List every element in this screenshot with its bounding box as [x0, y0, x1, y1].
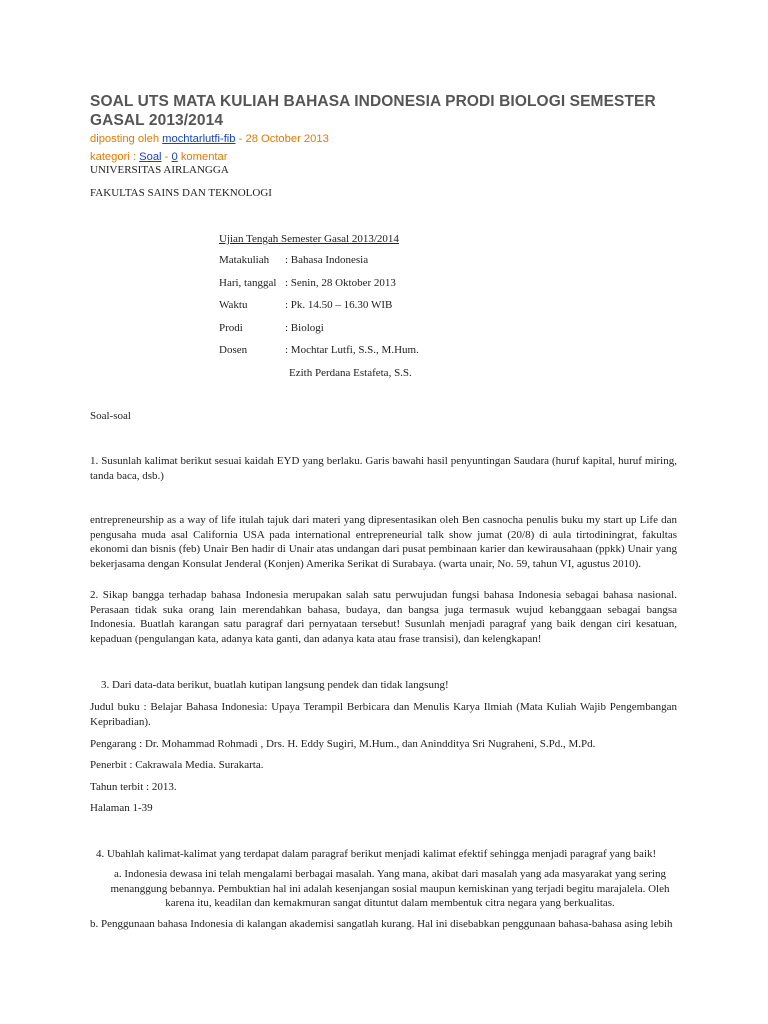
post-category-line [90, 151, 227, 163]
comments-count-link[interactable]: 0 [171, 151, 178, 163]
info-row-prodi [219, 321, 324, 336]
question-3-tahun: Tahun terbit : 2013. [90, 781, 177, 793]
question-3-pengarang: Pengarang : Dr. Mohammad Rohmadi , Drs. H. Eddy Sugiri, M.Hum., dan Anindditya Sri Nugraheni, S.Pd., M.Pd. [90, 738, 596, 750]
info-value: : Biologi [285, 322, 324, 334]
posted-by-label: diposting oleh [90, 133, 160, 145]
info-value: : Pk. 14.50 – 16.30 WIB [285, 299, 393, 311]
question-4b: b. Penggunaan bahasa Indonesia di kalangan akademisi sangatlah kurang. Hal ini disebabkan penggunaan bahasa-bahasa asing lebih [90, 918, 673, 930]
info-label: Dosen [219, 344, 248, 356]
info-row-hari-tanggal [219, 276, 396, 291]
question-3-halaman: Halaman 1-39 [90, 802, 153, 814]
university-name: UNIVERSITAS AIRLANGGA [90, 164, 229, 176]
category-link[interactable]: Soal [139, 151, 162, 163]
post-date: - 28 October 2013 [235, 133, 329, 145]
info-label: Matakuliah [219, 254, 270, 266]
info-label: Hari, tanggal [219, 277, 277, 289]
info-dosen-second: Ezith Perdana Estafeta, S.S. [289, 367, 412, 379]
info-row-matakuliah [219, 253, 368, 268]
question-1-text: entrepreneurship as a way of life itulah tajuk dari materi yang dipresentasikan oleh Ben casnocha penulis buku my start up Life dan pengusaha muda asal California USA pada international entrepreneurial talk show jumat (20/8) di aula tirtodiningrat, fakultas ekonomi dan bisnis (feb) Unair Ben hadir di Unair atas undangan dari pusat pembinaan karier dan kewirausahaan (ppkk) Unair yang bekerjasama dengan Konsulat Jenderal (Konjen) Amerika Serikat di Surabaya. (warta unair, No. 59, tahun VI, agustus 2010). [90, 514, 677, 570]
info-value: : Bahasa Indonesia [285, 254, 369, 266]
author-link[interactable]: mochtarlutfi-fib [162, 133, 236, 145]
category-label: kategori : [90, 151, 140, 163]
info-label: Waktu [219, 299, 248, 311]
soal-heading: Soal-soal [90, 410, 131, 422]
info-row-waktu [219, 298, 392, 313]
question-4a: a. Indonesia dewasa ini telah mengalami berbagai masalah. Yang mana, akibat dari masalah yang ada masyarakat yang sering menanggung bebannya. Pembuktian hal ini adalah kesenjangan sosial maupun kemiskinan yang terjadi begitu marajalela. Oleh karena itu, keadilan dan kemakmuran sangat dituntut dalam membentuk citra negara yang berkualitas. [110, 868, 670, 909]
question-3: 3. Dari data-data berikut, buatlah kutipan langsung pendek dan tidak langsung! [101, 679, 449, 691]
question-2: 2. Sikap bangga terhadap bahasa Indonesia merupakan salah satu perwujudan fungsi bahasa Indonesia sebagai bahasa nasional. Perasaan tidak suka orang lain merendahkan bahasa, budaya, dan bangsa juga termasuk wujud kebanggaan sebagai bangsa Indonesia. Buatlah karangan satu paragraf dari pernyataan tersebut! Susunlah menjadi paragraf yang baik dengan ciri kesatuan, kepaduan (pengulangan kata, adanya kata ganti, dan adanya kata atau frase transisi), dan kelengkapan! [90, 589, 677, 645]
question-3-judul: Judul buku : Belajar Bahasa Indonesia: Upaya Terampil Berbicara dan Menulis Karya Ilmiah (Mata Kuliah Wajib Pengembangan Kepribadian). [90, 701, 677, 728]
info-row-dosen [219, 343, 419, 358]
exam-title: Ujian Tengah Semester Gasal 2013/2014 [219, 233, 399, 245]
info-value: : Senin, 28 Oktober 2013 [285, 277, 396, 289]
info-value: : Mochtar Lutfi, S.S., M.Hum. [285, 344, 419, 356]
faculty-name: FAKULTAS SAINS DAN TEKNOLOGI [90, 187, 272, 199]
question-1: 1. Susunlah kalimat berikut sesuai kaidah EYD yang berlaku. Garis bawahi hasil penyuntingan Saudara (huruf kapital, huruf miring, tanda baca, dsb.) [90, 455, 677, 482]
category-separator: - [161, 151, 172, 163]
post-title: SOAL UTS MATA KULIAH BAHASA INDONESIA PRODI BIOLOGI SEMESTER GASAL 2013/2014 [90, 93, 656, 129]
question-3-penerbit: Penerbit : Cakrawala Media. Surakarta. [90, 759, 264, 771]
question-4: 4. Ubahlah kalimat-kalimat yang terdapat dalam paragraf berikut menjadi kalimat efektif sehingga menjadi paragraf yang baik! [96, 848, 657, 860]
post-byline [90, 133, 329, 145]
comments-label: komentar [177, 151, 228, 163]
info-label: Prodi [219, 322, 243, 334]
